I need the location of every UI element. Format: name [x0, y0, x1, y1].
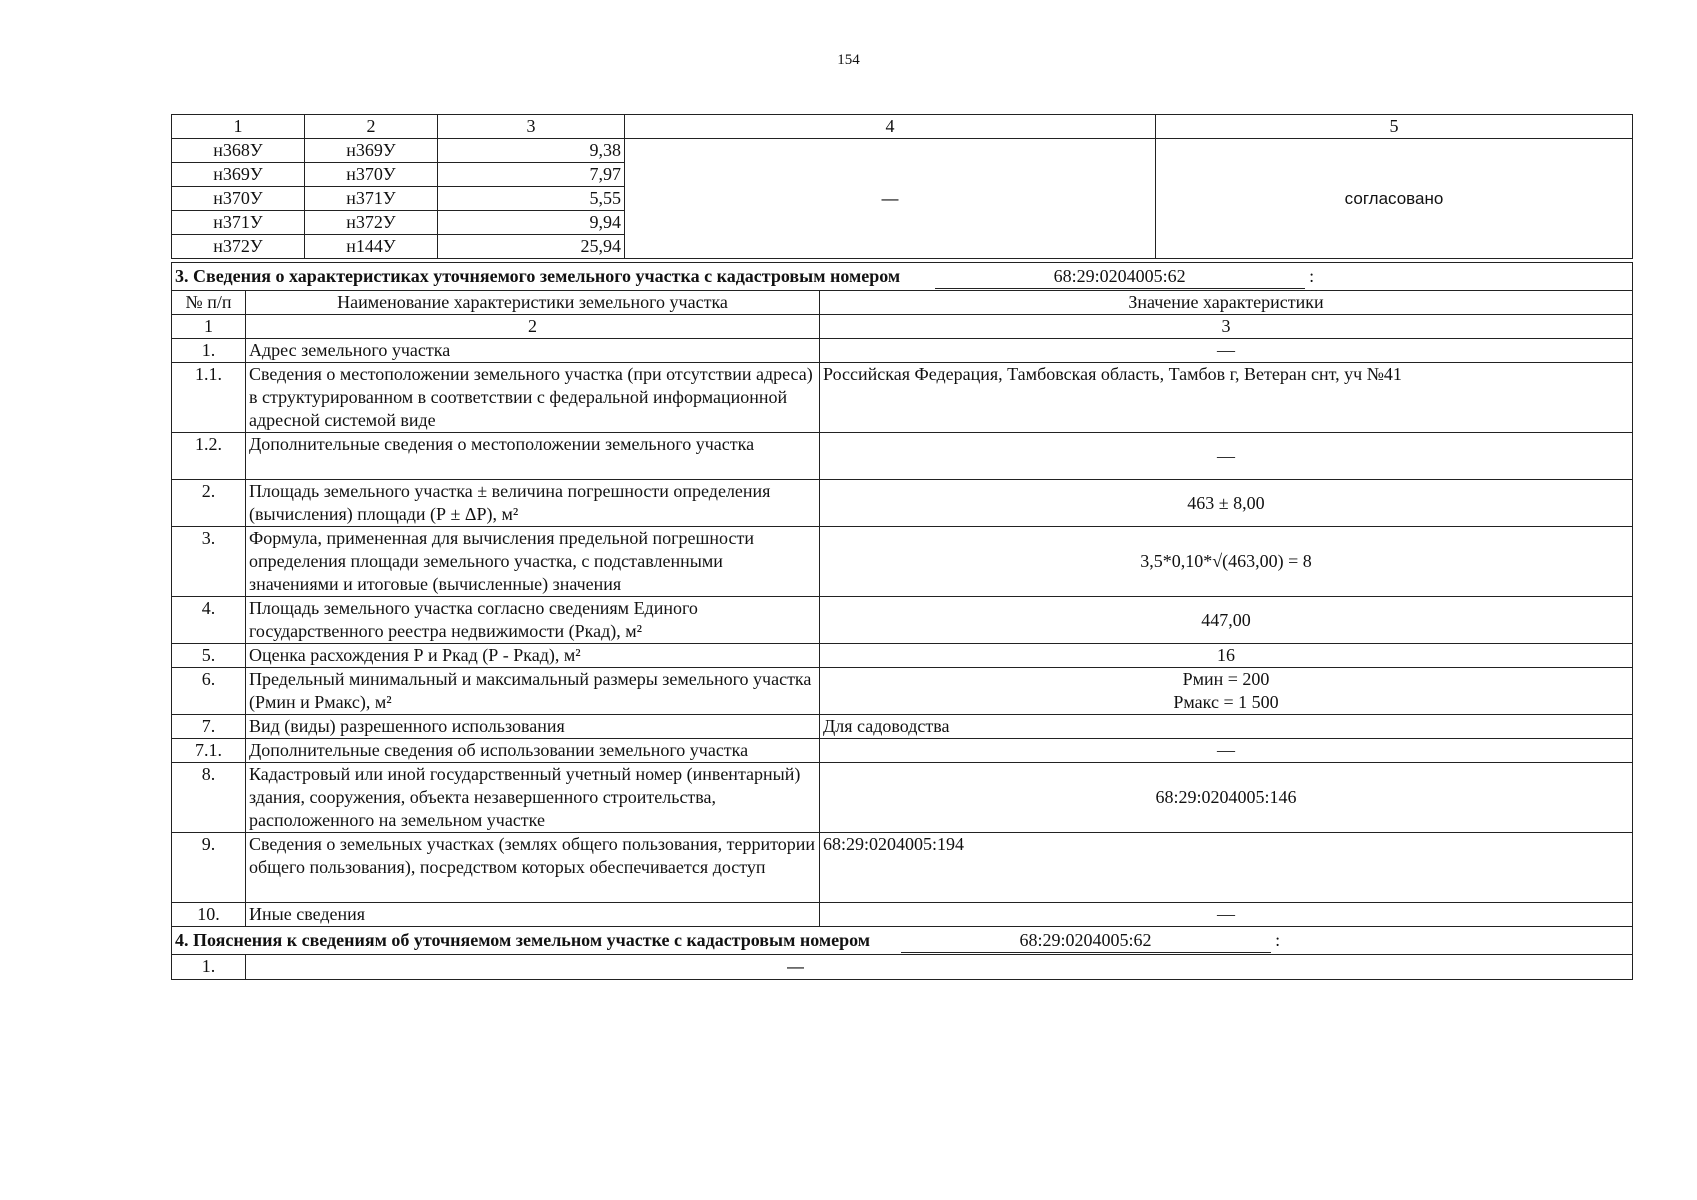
table-row: [172, 955, 1633, 980]
row-number: 3.: [172, 527, 246, 597]
section3-suffix: :: [1309, 265, 1315, 286]
column-number-row: [172, 315, 1633, 339]
column-number-1: 1: [172, 315, 246, 339]
row-name: Дополнительные сведения о местоположении земельного участка: [246, 433, 820, 480]
row-value: 68:29:0204005:194: [820, 833, 1633, 903]
row-number: 5.: [172, 644, 246, 668]
segment-from: н370У: [172, 187, 305, 211]
table-row: [172, 715, 1633, 739]
table-row: [172, 339, 1633, 363]
row-value: 3,5*0,10*√(463,00) = 8: [820, 527, 1633, 597]
column-number-2: 2: [246, 315, 820, 339]
min-size-value: Рмин = 200: [1182, 669, 1270, 689]
row-value: 68:29:0204005:146: [820, 763, 1633, 833]
table-row: [172, 833, 1633, 903]
row-value: 16: [820, 644, 1633, 668]
row-number: 7.1.: [172, 739, 246, 763]
row-value: 463 ± 8,00: [820, 480, 1633, 527]
row-name: Адрес земельного участка: [246, 339, 820, 363]
segment-from: н371У: [172, 211, 305, 235]
table-row: [172, 903, 1633, 927]
section4-title-text: 4. Пояснения к сведениям об уточняемом земельном участке с кадастровым номером: [175, 929, 871, 950]
table-row: [172, 763, 1633, 833]
row-name: Предельный минимальный и максимальный размеры земельного участка (Рмин и Рмакс), м²: [246, 668, 820, 715]
header-value: Значение характеристики: [820, 291, 1633, 315]
row-number: 6.: [172, 668, 246, 715]
section4-suffix: :: [1275, 929, 1281, 950]
row-value: —: [246, 955, 1633, 980]
row-value: —: [820, 903, 1633, 927]
row-number: 1.2.: [172, 433, 246, 480]
segments-header-row: [172, 115, 1633, 139]
table-row: [172, 363, 1633, 433]
segments-header-1: 1: [172, 115, 305, 139]
segment-to: н371У: [305, 187, 438, 211]
segment-length: 9,38: [438, 139, 625, 163]
segment-length: 5,55: [438, 187, 625, 211]
segments-status: согласовано: [1156, 139, 1633, 259]
segments-header-3: 3: [438, 115, 625, 139]
table-row: [172, 527, 1633, 597]
row-number: 4.: [172, 597, 246, 644]
row-value: Для садоводства: [820, 715, 1633, 739]
row-number: 1.: [172, 339, 246, 363]
row-name: Оценка расхождения Р и Ркад (Р - Ркад), м²: [246, 644, 820, 668]
table-row: [172, 480, 1633, 527]
segment-length: 9,94: [438, 211, 625, 235]
segments-header-4: 4: [625, 115, 1156, 139]
row-value: [820, 668, 1633, 715]
row-name: Иные сведения: [246, 903, 820, 927]
row-name: Формула, примененная для вычисления предельной погрешности определения площади земельного участка, с подставленными значениями и итоговые (вычисленные) значения: [246, 527, 820, 597]
segment-to: н372У: [305, 211, 438, 235]
table-row: [172, 644, 1633, 668]
row-value: —: [820, 433, 1633, 480]
segments-header-5: 5: [1156, 115, 1633, 139]
segment-to: н144У: [305, 235, 438, 259]
characteristics-header-row: [172, 291, 1633, 315]
row-number: 2.: [172, 480, 246, 527]
segments-table: [171, 114, 1633, 259]
table-row: [172, 433, 1633, 480]
column-number-3: 3: [820, 315, 1633, 339]
row-name: Дополнительные сведения об использовании земельного участка: [246, 739, 820, 763]
segment-to: н369У: [305, 139, 438, 163]
table-row: [172, 597, 1633, 644]
table-row: [172, 739, 1633, 763]
max-size-value: Рмакс = 1 500: [1173, 692, 1279, 712]
row-number: 9.: [172, 833, 246, 903]
section3-title-row: [172, 263, 1633, 291]
row-name: Сведения о земельных участках (землях общего пользования, территории общего пользования), посредством которых обеспечивается доступ: [246, 833, 820, 903]
row-value: Российская Федерация, Тамбовская область, Тамбов г, Ветеран снт, уч №41: [820, 363, 1633, 433]
row-number: 7.: [172, 715, 246, 739]
row-value: 447,00: [820, 597, 1633, 644]
section3-cadastral-number: 68:29:0204005:62: [935, 265, 1305, 289]
table-row: [172, 668, 1633, 715]
segment-from: н372У: [172, 235, 305, 259]
section3-title-text: 3. Сведения о характеристиках уточняемого земельного участка с кадастровым номером: [175, 265, 901, 286]
row-name: Сведения о местоположении земельного участка (при отсутствии адреса) в структурированном в соответствии с федеральной информационной адресной системой виде: [246, 363, 820, 433]
row-value: —: [820, 339, 1633, 363]
row-name: Кадастровый или иной государственный учетный номер (инвентарный) здания, сооружения, объекта незавершенного строительства, расположенного на земельном участке: [246, 763, 820, 833]
row-value: —: [820, 739, 1633, 763]
row-number: 10.: [172, 903, 246, 927]
segment-length: 25,94: [438, 235, 625, 259]
row-number: 1.1.: [172, 363, 246, 433]
row-number: 8.: [172, 763, 246, 833]
section4-title: [172, 927, 1633, 955]
page-number: 154: [837, 52, 860, 68]
section4-cadastral-number: 68:29:0204005:62: [901, 929, 1271, 953]
segments-col4-value: —: [625, 139, 1156, 259]
segments-header-2: 2: [305, 115, 438, 139]
header-number: № п/п: [172, 291, 246, 315]
segment-to: н370У: [305, 163, 438, 187]
row-name: Площадь земельного участка ± величина погрешности определения (вычисления) площади (Р ± ΔР), м²: [246, 480, 820, 527]
section3-title: [172, 263, 1633, 291]
segment-from: н368У: [172, 139, 305, 163]
header-name: Наименование характеристики земельного участка: [246, 291, 820, 315]
segment-from: н369У: [172, 163, 305, 187]
section4-title-row: [172, 927, 1633, 955]
row-number: 1.: [172, 955, 246, 980]
row-name: Вид (виды) разрешенного использования: [246, 715, 820, 739]
segment-length: 7,97: [438, 163, 625, 187]
characteristics-table: [171, 262, 1633, 980]
table-row: [172, 139, 1633, 163]
row-name: Площадь земельного участка согласно сведениям Единого государственного реестра недвижимости (Ркад), м²: [246, 597, 820, 644]
